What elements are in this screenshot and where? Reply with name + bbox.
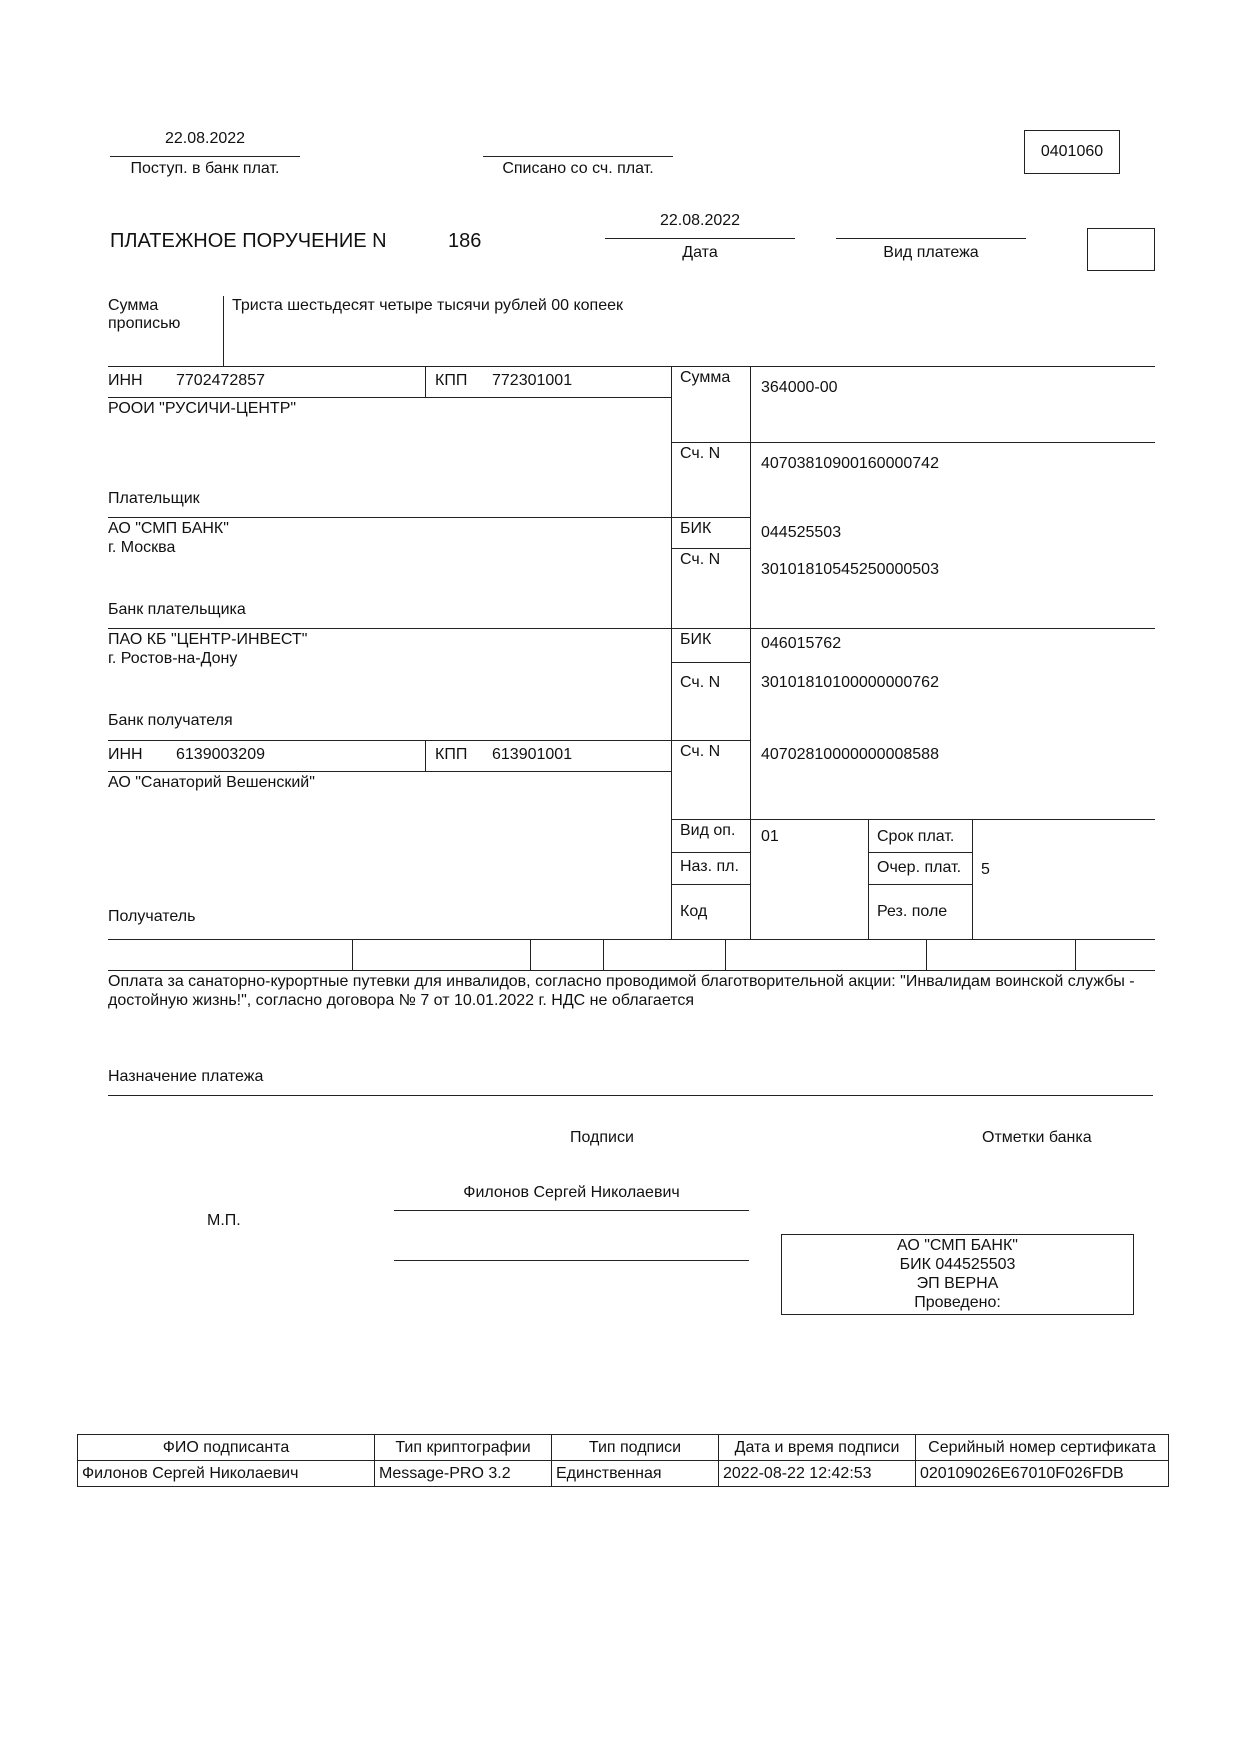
payee-account-label: Сч. N [680,743,721,760]
operation-vline-right [972,819,973,939]
bank-stamp-line-1: АО "СМП БАНК" [897,1237,1018,1254]
payer-inn-line [108,397,671,398]
payee-inn: 6139003209 [176,746,265,763]
payee-bank-bik: 046015762 [761,635,842,652]
payee-inn-line [108,771,671,772]
payer-kpp-label: КПП [435,372,468,389]
payee-inn-top-line [108,740,750,741]
grid-vline-left [671,366,672,939]
term-label: Срок плат. [877,828,955,845]
op-type-label: Вид оп. [680,822,736,839]
cell-datetime: 2022-08-22 12:42:53 [719,1461,916,1487]
grid-vline-right [750,366,751,939]
grid-line-top [108,366,1155,367]
operation-line-1 [671,852,750,853]
cell-cert-serial: 020109026E67010F026FDB [916,1461,1169,1487]
signatures-label: Подписи [570,1129,634,1146]
operation-line-1b [868,852,972,853]
payer-inn: 7702472857 [176,372,265,389]
header-signer: ФИО подписанта [78,1435,375,1461]
bank-marks-label: Отметки банка [982,1129,1092,1146]
debited-date-line [483,156,673,157]
payee-bank-line [108,628,1155,629]
header-crypto: Тип криптографии [375,1435,552,1461]
payer-bank-account: 30101810545250000503 [761,561,939,578]
received-date-line [110,156,300,157]
cell-signer: Филонов Сергей Николаевич [78,1461,375,1487]
amount-label: Сумма [680,369,731,386]
payer-bank-bik-line [671,548,750,549]
payer-bank-line [108,517,750,518]
header-datetime: Дата и время подписи [719,1435,916,1461]
document-date-label: Дата [682,244,718,261]
payee-bank-city: г. Ростов-на-Дону [108,650,238,667]
payer-bank-bik: 044525503 [761,524,842,541]
payee-label: Получатель [108,908,196,925]
header-sign-type: Тип подписи [552,1435,719,1461]
amount-line [671,442,1155,443]
payer-label: Плательщик [108,490,200,507]
signature-line-2 [394,1260,749,1261]
payee-account: 40702810000000008588 [761,746,939,763]
document-date-line [605,238,795,239]
payment-type-label: Вид платежа [883,244,979,261]
tax-cell-divider-1 [352,939,353,970]
operation-vline-mid [868,819,869,939]
received-label: Поступ. в банк плат. [130,160,280,177]
payee-bank-bik-label: БИК [680,631,712,648]
payer-bank-account-label: Сч. N [680,551,721,568]
payee-bank-label: Банк получателя [108,712,233,729]
bank-stamp-line-3: ЭП ВЕРНА [916,1275,999,1292]
payer-status-box [1087,228,1155,271]
form-code: 0401060 [1040,143,1104,160]
received-date: 22.08.2022 [164,130,246,147]
bank-stamp-line-2: БИК 044525503 [899,1256,1016,1273]
bank-stamp [781,1234,1134,1315]
amount-words-label: Сумма прописью [108,297,181,333]
tax-cell-divider-4 [725,939,726,970]
bank-stamp-line-4: Проведено: [914,1294,1001,1311]
payee-kpp: 613901001 [492,746,573,763]
payer-inn-label: ИНН [108,372,143,389]
cell-sign-type: Единственная [552,1461,719,1487]
purpose-label: Назначение платежа [108,1068,264,1085]
payee-kpp-divider [425,740,426,771]
payee-bank-name: ПАО КБ "ЦЕНТР-ИНВЕСТ" [108,631,308,648]
stamp-label: М.П. [207,1212,241,1229]
operation-top-line [671,819,1155,820]
operation-line-2b [868,884,972,885]
payer-account: 40703810900160000742 [761,455,939,472]
payer-account-label: Сч. N [680,445,721,462]
tax-cell-divider-3 [603,939,604,970]
priority-label: Очер. плат. [877,859,962,876]
cell-crypto: Message-PRO 3.2 [375,1461,552,1487]
tax-cell-divider-6 [1075,939,1076,970]
payer-kpp: 772301001 [492,372,573,389]
purpose-text: Оплата за санаторно-курортные путевки для инвалидов, согласно проводимой благотворительной акции: "Инвалидам воинской службы - достойную жизнь!", согласно договора № 7 от 10.01.2022 г. НДС не облагается [108,973,1135,1009]
payee-bank-bik-line [671,662,750,663]
signature-line-1 [394,1210,749,1211]
payer-kpp-divider [425,366,426,397]
payee-kpp-label: КПП [435,746,468,763]
payer-bank-name: АО "СМП БАНК" [108,520,229,537]
document-title: ПЛАТЕЖНОЕ ПОРУЧЕНИЕ N [110,230,387,252]
purpose-code-label: Наз. пл. [680,858,739,875]
reserve-label: Рез. поле [877,903,948,920]
amount-words-value: Триста шестьдесят четыре тысячи рублей 00 копеек [232,297,623,314]
payer-bank-bik-label: БИК [680,520,712,537]
document-date: 22.08.2022 [659,212,741,229]
document-number: 186 [448,230,482,252]
payer-bank-label: Банк плательщика [108,601,246,618]
header-cert-serial: Серийный номер сертификата [916,1435,1169,1461]
payment-type-line [836,238,1026,239]
tax-row-bottom-line [108,970,1155,971]
payee-bank-account-label: Сч. N [680,674,721,691]
operation-line-2 [671,884,750,885]
op-type: 01 [761,828,779,845]
payee-name: АО "Санаторий Вешенский" [108,774,315,791]
code-label: Код [680,903,708,920]
amount-words-divider [223,296,224,366]
priority-value: 5 [981,861,990,878]
payer-bank-city: г. Москва [108,539,176,556]
signer-name: Филонов Сергей Николаевич [463,1184,680,1201]
signature-table [77,1434,1169,1487]
tax-row-top-line [108,939,1155,940]
payee-inn-label: ИНН [108,746,143,763]
payee-bank-account: 30101810100000000762 [761,674,939,691]
table-row [78,1461,1169,1487]
payer-name: РООИ "РУСИЧИ-ЦЕНТР" [108,400,297,417]
form-code-box [1024,130,1120,174]
amount-value: 364000-00 [761,379,838,396]
debited-label: Списано со сч. плат. [502,160,654,177]
signature-table-header [78,1435,1169,1461]
tax-cell-divider-2 [530,939,531,970]
tax-cell-divider-5 [926,939,927,970]
purpose-line [108,1095,1153,1096]
